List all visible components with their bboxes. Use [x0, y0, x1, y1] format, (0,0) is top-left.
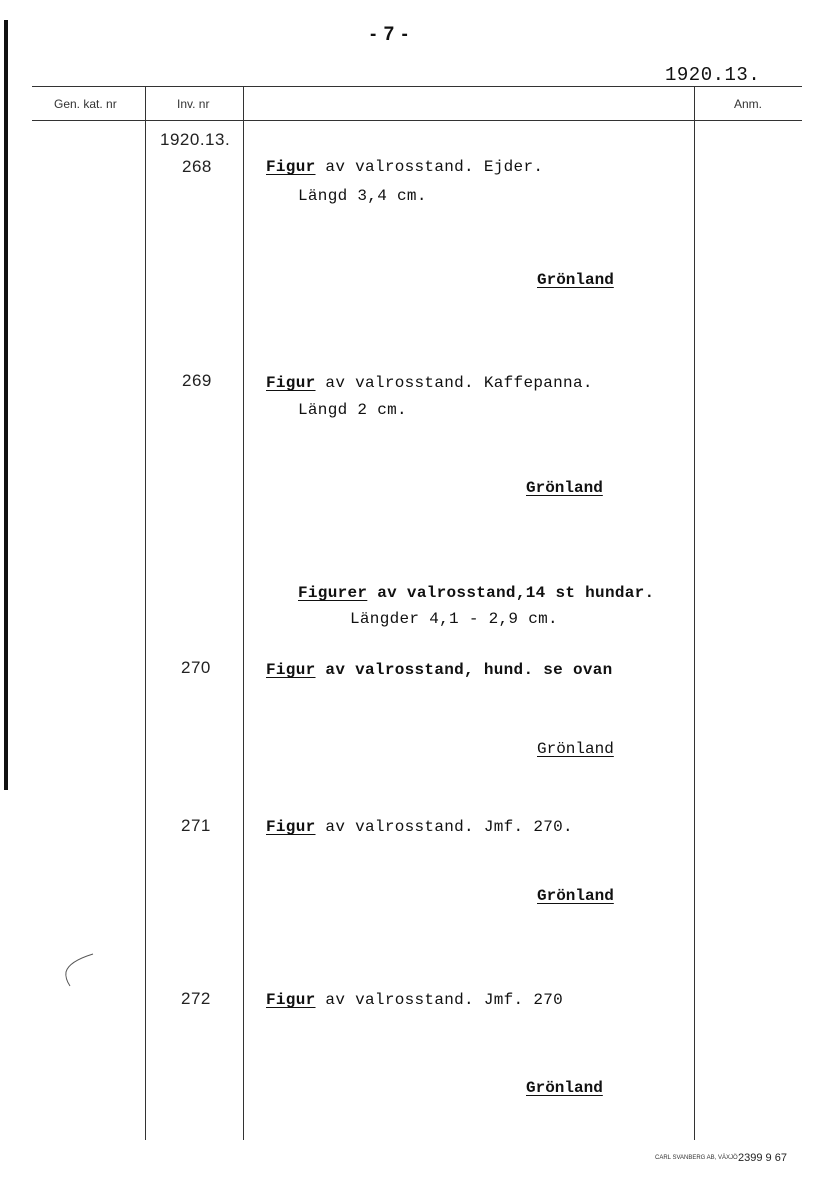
entry-measurement: Längd 3,4 cm.: [298, 187, 427, 205]
object-type: Figur: [266, 991, 316, 1009]
entry-measurement: Längd 2 cm.: [298, 401, 407, 419]
column-header-gen-kat: Gen. kat. nr: [54, 97, 117, 111]
entry-place: Grönland: [537, 887, 614, 905]
entry-place: Grönland: [537, 271, 614, 289]
object-type: Figur: [266, 158, 316, 176]
entry-text: av valrosstand. Jmf. 270: [315, 991, 564, 1009]
printer-code: 2399 9 67: [738, 1152, 787, 1164]
catalog-number-header: 1920.13.: [665, 64, 761, 86]
inventory-number: 268: [182, 157, 212, 176]
column-header-anm: Anm.: [734, 97, 763, 111]
group-description: [298, 584, 654, 602]
entry-place: Grönland: [526, 1079, 603, 1097]
column-divider-gen-inv: [145, 86, 146, 1140]
entry-description: [266, 661, 613, 679]
column-header-inv: Inv. nr: [177, 97, 210, 111]
object-type: Figurer: [298, 584, 368, 602]
entry-text: av valrosstand, hund. se ovan: [315, 661, 613, 679]
entry-place: Grönland: [537, 740, 614, 758]
entry-text: av valrosstand. Kaffepanna.: [315, 374, 593, 392]
object-type: Figur: [266, 374, 316, 392]
inventory-number: 269: [182, 371, 212, 390]
table-header-rule: [32, 120, 802, 121]
entry-description: [266, 158, 543, 176]
column-divider-text-anm: [694, 86, 695, 1140]
printer-imprint: CARL SVANBERG AB, VÄXJÖ: [655, 1155, 738, 1161]
entry-text: av valrosstand,14 st hundar.: [367, 584, 655, 602]
entry-text: av valrosstand. Jmf. 270.: [315, 818, 573, 836]
object-type: Figur: [266, 818, 316, 836]
page-number: - 7 -: [370, 24, 409, 45]
group-measurement: Längder 4,1 - 2,9 cm.: [350, 610, 558, 628]
entry-place: Grönland: [526, 479, 603, 497]
entry-text: av valrosstand. Ejder.: [315, 158, 544, 176]
table-top-rule: [32, 86, 802, 87]
inventory-number: 272: [181, 989, 211, 1008]
column-divider-inv-text: [243, 86, 244, 1140]
inventory-number: 270: [181, 658, 211, 677]
entry-description: [266, 374, 593, 392]
catalog-number-in-column: 1920.13.: [160, 130, 231, 149]
entry-description: [266, 818, 573, 836]
entry-description: [266, 991, 563, 1009]
object-type: Figur: [266, 661, 316, 679]
scan-edge-bar: [4, 20, 8, 790]
inventory-number: 271: [181, 816, 211, 835]
pencil-mark: [58, 950, 98, 990]
